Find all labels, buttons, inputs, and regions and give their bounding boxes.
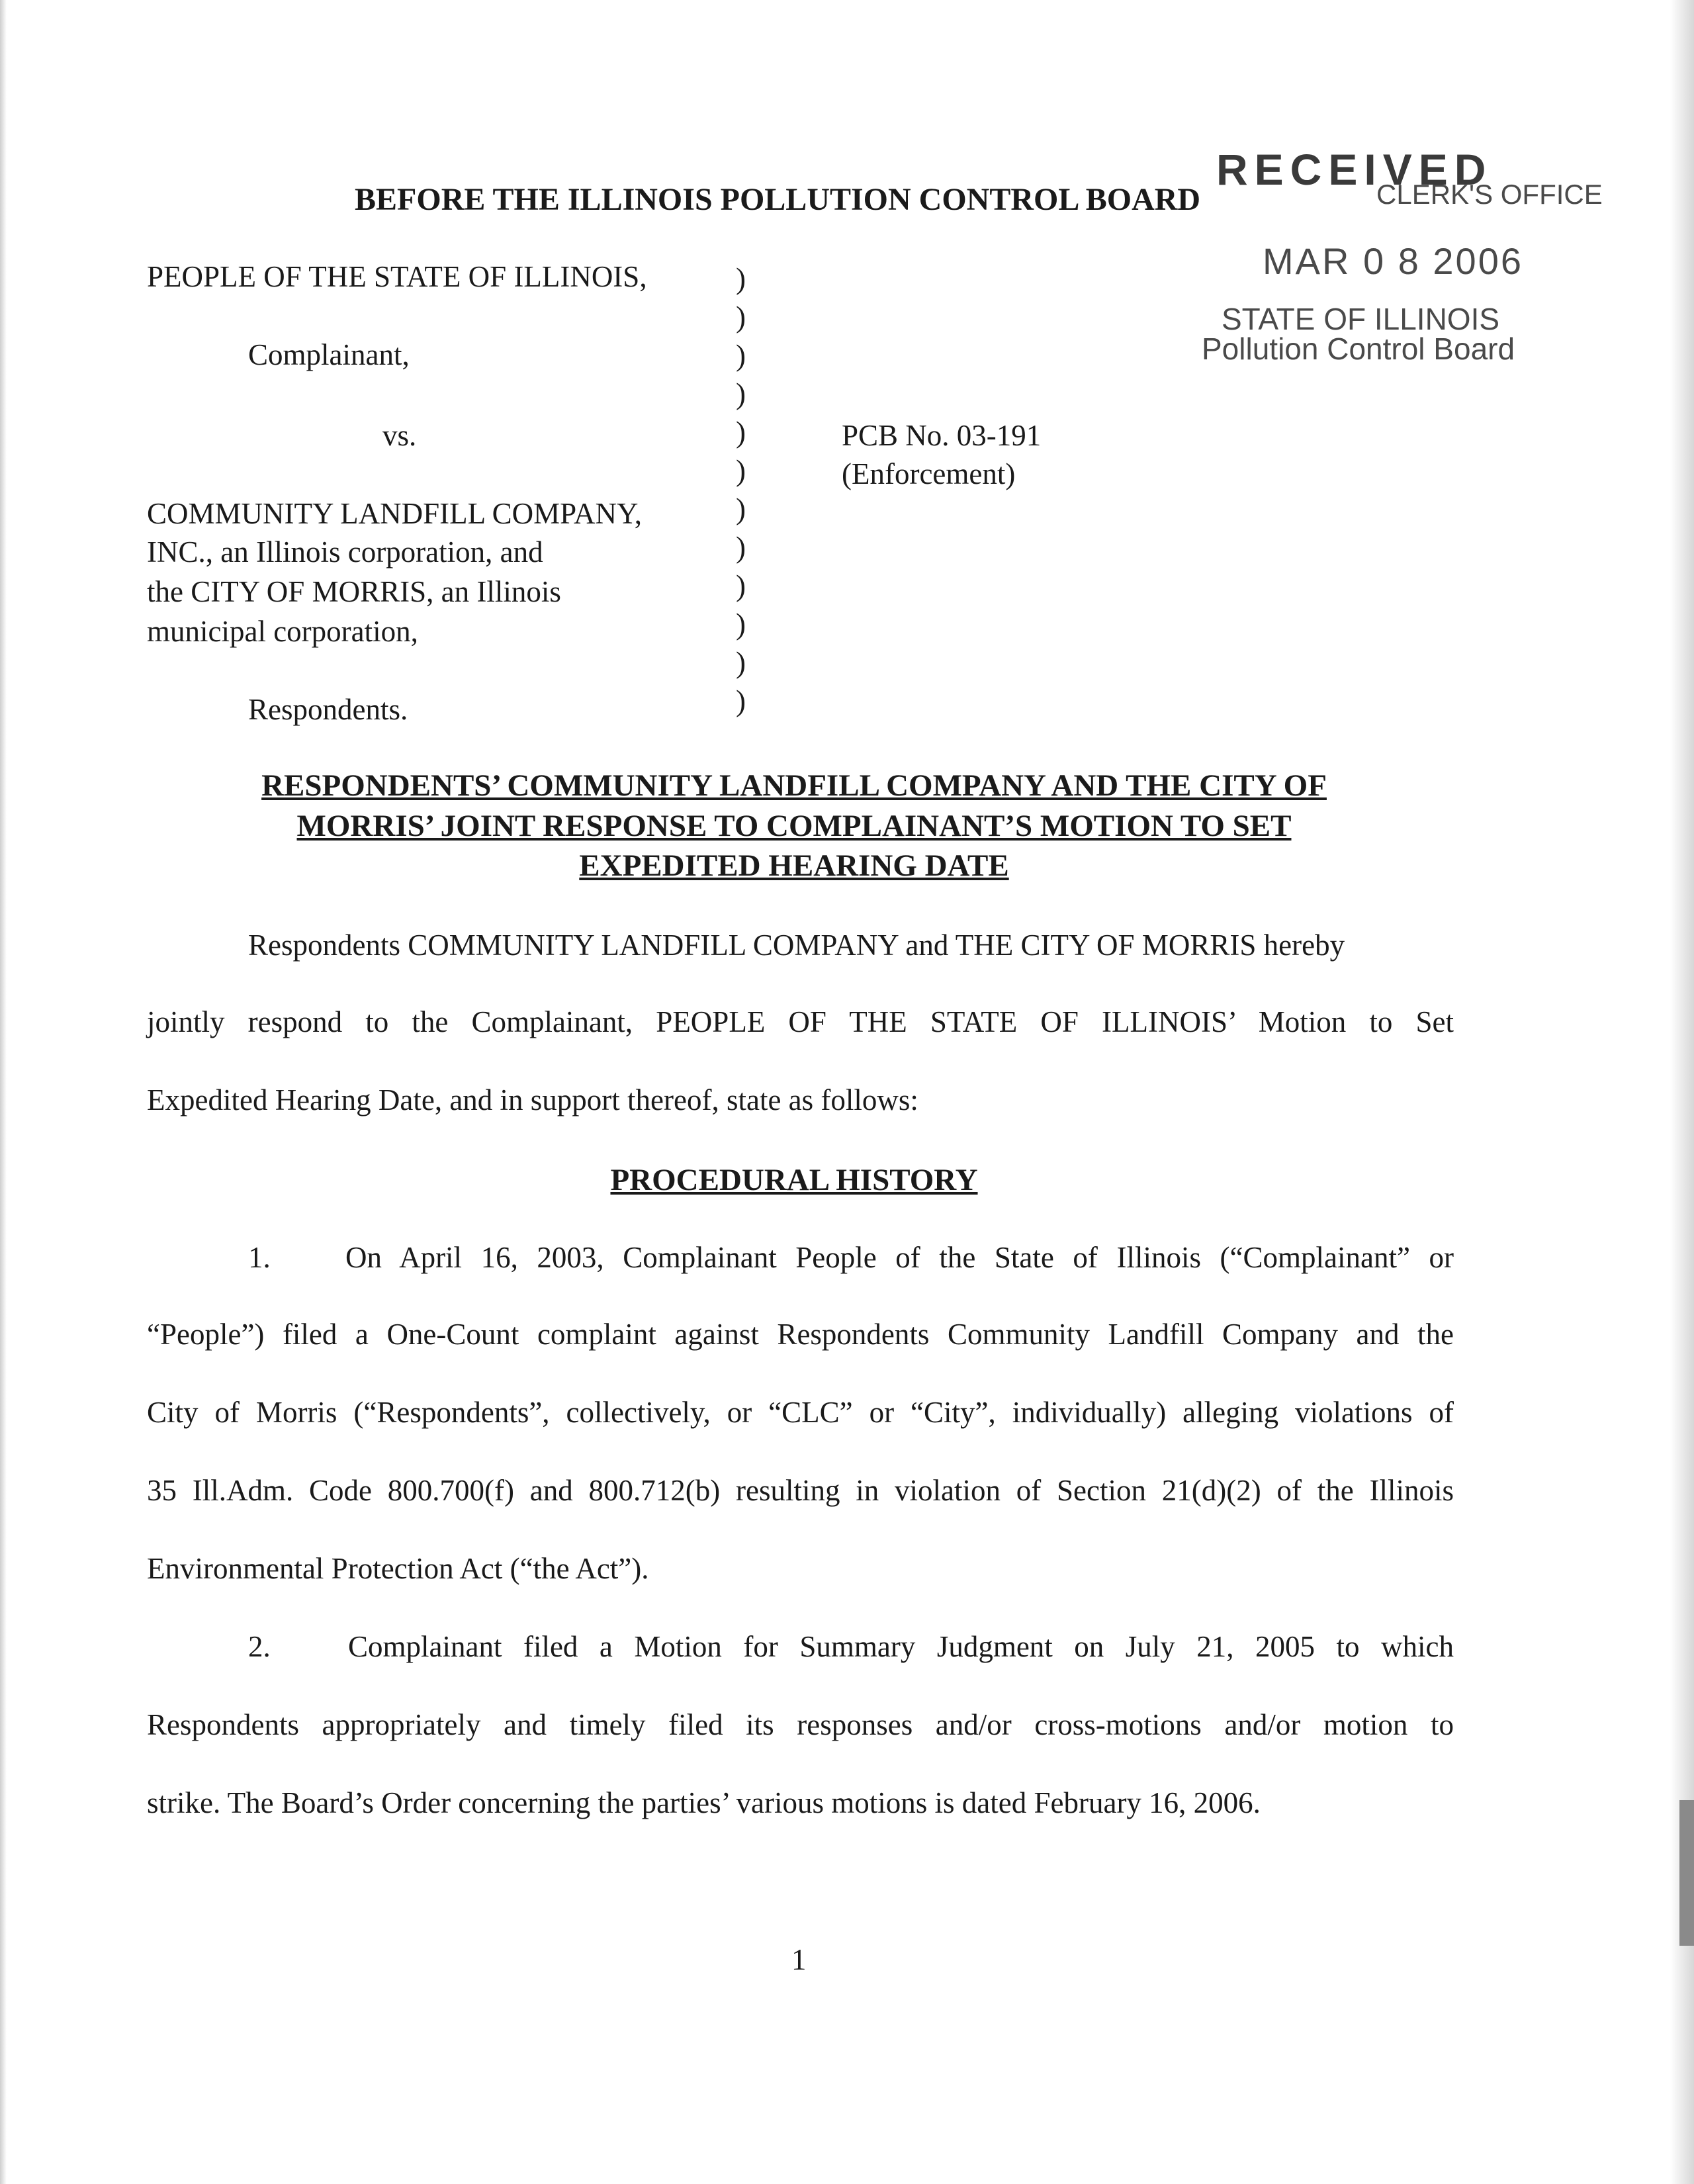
caption-paren: )	[736, 531, 746, 564]
document-title-line-1: RESPONDENTS’ COMMUNITY LANDFILL COMPANY AND THE CITY OF	[261, 768, 1327, 803]
paragraph-1-line-1: On April 16, 2003, Complainant People of the State of Illinois (“Complainant” or	[345, 1241, 1454, 1274]
paragraph-number: 1.	[248, 1241, 271, 1274]
caption-paren: )	[736, 608, 746, 641]
caption-paren: )	[736, 300, 746, 334]
paragraph-1-line-4: 35 Ill.Adm. Code 800.700(f) and 800.712(b) resulting in violation of Section 21(d)(2) of the Illinois	[147, 1474, 1454, 1507]
case-number: PCB No. 03-191	[842, 419, 1042, 452]
document-title-line-3: EXPEDITED HEARING DATE	[579, 848, 1009, 883]
caption-paren: )	[736, 684, 746, 717]
caption-respondent-4: municipal corporation,	[147, 615, 418, 648]
caption-respondent-3: the CITY OF MORRIS, an Illinois	[147, 575, 561, 608]
caption-plaintiff: PEOPLE OF THE STATE OF ILLINOIS,	[147, 260, 647, 293]
stamp-date: MAR 0 8 2006	[1263, 240, 1523, 282]
caption-paren: )	[736, 646, 746, 679]
caption-respondent-1: COMMUNITY LANDFILL COMPANY,	[147, 497, 642, 530]
stamp-board: Pollution Control Board	[1202, 332, 1515, 366]
caption-respondent-2: INC., an Illinois corporation, and	[147, 535, 543, 569]
paragraph-2-line-2: Respondents appropriately and timely filed its responses and/or cross-motions and/or motion to	[147, 1708, 1454, 1741]
received-stamp: RECEIVED	[1216, 145, 1493, 194]
section-heading: PROCEDURAL HISTORY	[610, 1163, 978, 1197]
paragraph-2-line-1: Complainant filed a Motion for Summary Judgment on July 21, 2005 to which	[348, 1630, 1454, 1663]
paragraph-1-line-3: City of Morris (“Respondents”, collectively, or “CLC” or “City”, individually) alleging violations of	[147, 1396, 1454, 1429]
stamp-state: STATE OF ILLINOIS	[1222, 302, 1500, 336]
caption-paren: )	[736, 492, 746, 525]
intro-line-1: Respondents COMMUNITY LANDFILL COMPANY and THE CITY OF MORRIS hereby	[248, 929, 1345, 962]
caption-respondents-label: Respondents.	[248, 693, 408, 726]
caption-paren: )	[736, 454, 746, 487]
paragraph-1-line-2: “People”) filed a One-Count complaint against Respondents Community Landfill Company and the	[147, 1318, 1454, 1351]
document-title-line-2: MORRIS’ JOINT RESPONSE TO COMPLAINANT’S MOTION TO SET	[296, 809, 1292, 843]
clerk-office-stamp: CLERK'S OFFICE	[1376, 179, 1603, 210]
caption-paren: )	[736, 569, 746, 602]
intro-line-2: jointly respond to the Complainant, PEOPLE OF THE STATE OF ILLINOIS’ Motion to Set	[147, 1005, 1454, 1038]
caption-paren: )	[736, 377, 746, 410]
caption-paren: )	[736, 416, 746, 449]
paragraph-number: 2.	[248, 1630, 271, 1663]
caption-vs: vs.	[382, 419, 417, 452]
page-number: 1	[791, 1943, 807, 1976]
paragraph-1-line-5: Environmental Protection Act (“the Act”).	[147, 1552, 649, 1585]
caption-paren: )	[736, 262, 746, 295]
board-title: BEFORE THE ILLINOIS POLLUTION CONTROL BOARD	[355, 182, 1201, 217]
caption-complainant: Complainant,	[248, 338, 410, 371]
paragraph-2-line-3: strike. The Board’s Order concerning the parties’ various motions is dated February 16, 2006.	[147, 1786, 1261, 1819]
intro-line-3: Expedited Hearing Date, and in support thereof, state as follows:	[147, 1083, 918, 1116]
scan-edge-left	[0, 0, 7, 2184]
scan-mark	[1679, 1800, 1694, 1946]
case-type: (Enforcement)	[842, 457, 1016, 490]
caption-paren: )	[736, 339, 746, 372]
